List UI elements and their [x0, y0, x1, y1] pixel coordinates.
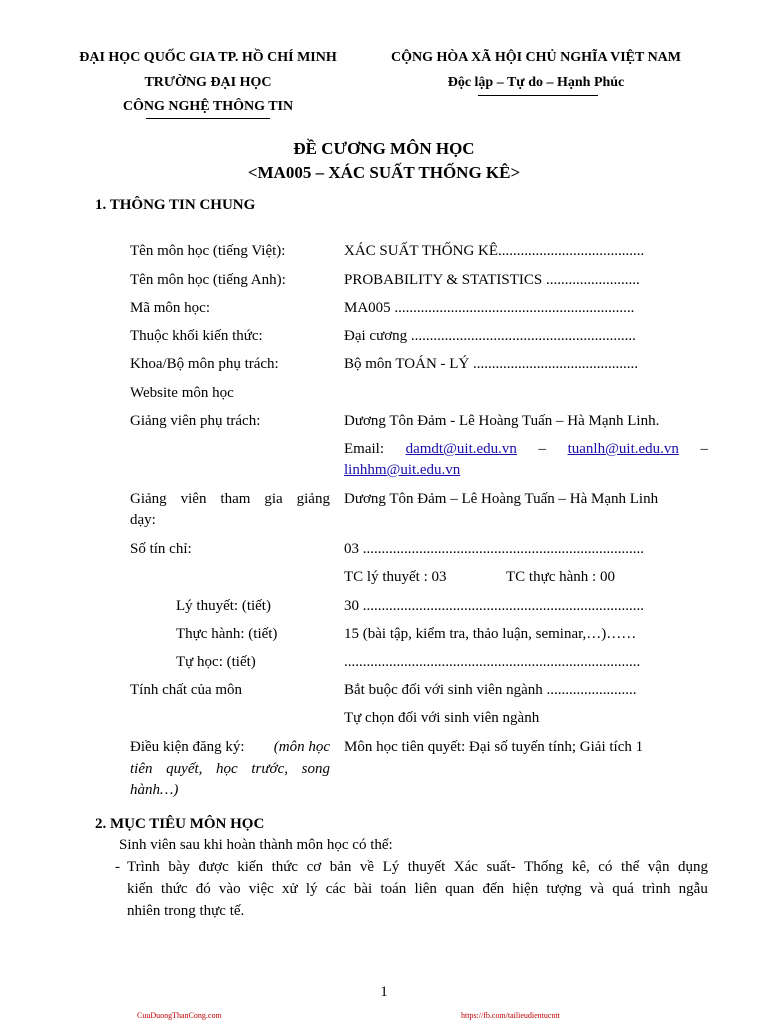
word: quá — [612, 881, 634, 897]
participants-label — [130, 491, 330, 508]
lecturer-email-line — [344, 441, 708, 458]
label-word: học — [216, 761, 238, 777]
word: lý — [305, 881, 318, 897]
objective-line-3: nhiên trong thực tế. — [127, 903, 245, 919]
footer-right-watermark: https://fb.com/tailieudientucntt — [461, 1011, 560, 1020]
word: và — [589, 881, 605, 897]
label-word: viên — [180, 491, 207, 507]
course-code-value: MA005 ................................................................ — [344, 300, 635, 316]
word: tượng — [546, 881, 582, 897]
practice-credits: TC thực hành : 00 — [506, 569, 615, 585]
email-separator: – — [538, 441, 546, 457]
word: Lý — [382, 859, 400, 875]
lecturer-label: Giảng viên phụ trách: — [130, 413, 261, 429]
knowledge-block-value: Đại cương ............................................................ — [344, 328, 636, 344]
course-code-label: Mã môn học: — [130, 300, 210, 316]
word: quan — [445, 881, 475, 897]
practice-hours-label: Thực hành: (tiết) — [176, 626, 278, 642]
word: suất- — [486, 859, 516, 875]
label-word: gia — [264, 491, 283, 507]
document-title: ĐỀ CƯƠNG MÔN HỌC — [293, 139, 475, 158]
theory-credits: TC lý thuyết : 03 — [344, 569, 447, 585]
republic-name: CỘNG HÒA XÃ HỘI CHỦ NGHĨA VIỆT NAM — [390, 50, 681, 65]
participants-label-line2: dạy: — [130, 512, 156, 528]
objective-line-1 — [127, 856, 708, 878]
course-title: <MA005 – XÁC SUẤT THỐNG KÊ> — [247, 163, 521, 182]
objective-line-2 — [127, 878, 708, 900]
prerequisite-label-text: Điều kiện đăng ký: — [130, 739, 245, 755]
word: thuyết — [407, 859, 446, 875]
school-name-line2: CÔNG NGHỆ THÔNG TIN — [122, 99, 294, 114]
email-link-tuanlh[interactable]: tuanlh@uit.edu.vn — [567, 441, 679, 457]
word: bài — [353, 881, 373, 897]
label-word: giảng — [296, 491, 330, 507]
course-name-en-label: Tên môn học (tiếng Anh): — [130, 272, 286, 288]
course-name-en-value: PROBABILITY & STATISTICS ......................... — [344, 272, 640, 288]
word: kiến — [237, 859, 264, 875]
course-name-vi-label: Tên môn học (tiếng Việt): — [130, 243, 286, 259]
theory-hours-label: Lý thuyết: (tiết) — [176, 598, 271, 614]
header-left-underline — [146, 118, 270, 119]
department-value: Bộ môn TOÁN - LÝ ............................................ — [344, 356, 639, 372]
word: vào — [218, 881, 241, 897]
lecturer-value: Dương Tôn Đảm - Lê Hoàng Tuấn – Hà Mạnh Linh. — [344, 413, 660, 429]
word: được — [198, 859, 229, 875]
word: thức — [161, 881, 188, 897]
word: bày — [168, 859, 190, 875]
word: có — [598, 859, 613, 875]
self-study-value: ............................................................................... — [344, 654, 641, 670]
email-link-damdt[interactable]: damdt@uit.edu.vn — [405, 441, 517, 457]
course-nature-elective: Tự chọn đối với sinh viên ngành — [344, 710, 540, 726]
word: thể — [620, 859, 640, 875]
word: cơ — [306, 859, 322, 875]
objectives-intro: Sinh viên sau khi hoàn thành môn học có thể: — [119, 837, 393, 853]
word: dụng — [677, 859, 708, 875]
label-word: tham — [220, 491, 251, 507]
knowledge-block-label: Thuộc khối kiến thức: — [130, 328, 263, 344]
word: đó — [195, 881, 211, 897]
course-name-vi-value: XÁC SUẤT THỐNG KÊ....................................... — [344, 243, 645, 259]
word: đến — [482, 881, 505, 897]
word: ngẫu — [678, 881, 708, 897]
word: vận — [647, 859, 670, 875]
course-nature-required: Bắt buộc đối với sinh viên ngành ........................ — [344, 682, 637, 698]
prerequisite-label-italic: (môn học — [273, 739, 330, 755]
section-2-heading: 2. MỤC TIÊU MÔN HỌC — [95, 816, 265, 832]
word: Xác — [453, 859, 478, 875]
email-link-linhhm[interactable]: linhhm@uit.edu.vn — [344, 462, 461, 478]
label-word: Giảng — [130, 491, 167, 507]
word: kê, — [571, 859, 590, 875]
word: thức — [271, 859, 299, 875]
credits-value: 03 ........................................................................... — [344, 541, 644, 557]
email-prefix: Email: — [344, 441, 384, 457]
word: các — [325, 881, 346, 897]
word: bản — [329, 859, 352, 875]
word: toán — [380, 881, 407, 897]
national-motto: Độc lập – Tự do – Hạnh Phúc — [447, 75, 625, 90]
self-study-label: Tự học: (tiết) — [176, 654, 256, 670]
header-right-underline — [478, 95, 598, 96]
word: Thống — [524, 859, 564, 875]
participants-value: Dương Tôn Đảm – Lê Hoàng Tuấn – Hà Mạnh Linh — [344, 491, 659, 507]
school-name-line1: TRƯỜNG ĐẠI HỌC — [144, 75, 272, 90]
bullet-dash: - — [115, 859, 120, 875]
label-word: song — [301, 761, 330, 777]
label-word: tiên — [130, 761, 153, 777]
email-separator: – — [700, 441, 708, 457]
prerequisite-label-line3: hành…) — [130, 782, 179, 798]
theory-hours-value: 30 ........................................................................... — [344, 598, 644, 614]
credits-label: Số tín chỉ: — [130, 541, 192, 557]
section-1-heading: 1. THÔNG TIN CHUNG — [95, 197, 256, 213]
word: xử — [281, 881, 298, 897]
website-label: Website môn học — [130, 385, 234, 401]
prerequisite-label-line2 — [130, 761, 330, 778]
university-name: ĐẠI HỌC QUỐC GIA TP. HỒ CHÍ MINH — [79, 50, 337, 65]
page-number: 1 — [380, 984, 388, 1000]
word: kiến — [127, 881, 153, 897]
prerequisite-value: Môn học tiên quyết: Đại số tuyến tính; Giải tích 1 — [344, 739, 644, 755]
department-label: Khoa/Bộ môn phụ trách: — [130, 356, 279, 372]
word: Trình — [127, 859, 160, 875]
word: về — [359, 859, 375, 875]
word: hiện — [512, 881, 539, 897]
word: trình — [642, 881, 671, 897]
label-word: trước, — [251, 761, 288, 777]
word: việc — [248, 881, 274, 897]
prerequisite-label — [130, 739, 330, 756]
label-word: quyết, — [166, 761, 203, 777]
footer-left-watermark: CuuDuongThanCong.com — [137, 1011, 222, 1020]
practice-hours-value: 15 (bài tập, kiểm tra, thảo luận, seminar,…)…… — [344, 626, 637, 642]
course-nature-label: Tính chất của môn — [130, 682, 243, 698]
word: liên — [414, 881, 437, 897]
